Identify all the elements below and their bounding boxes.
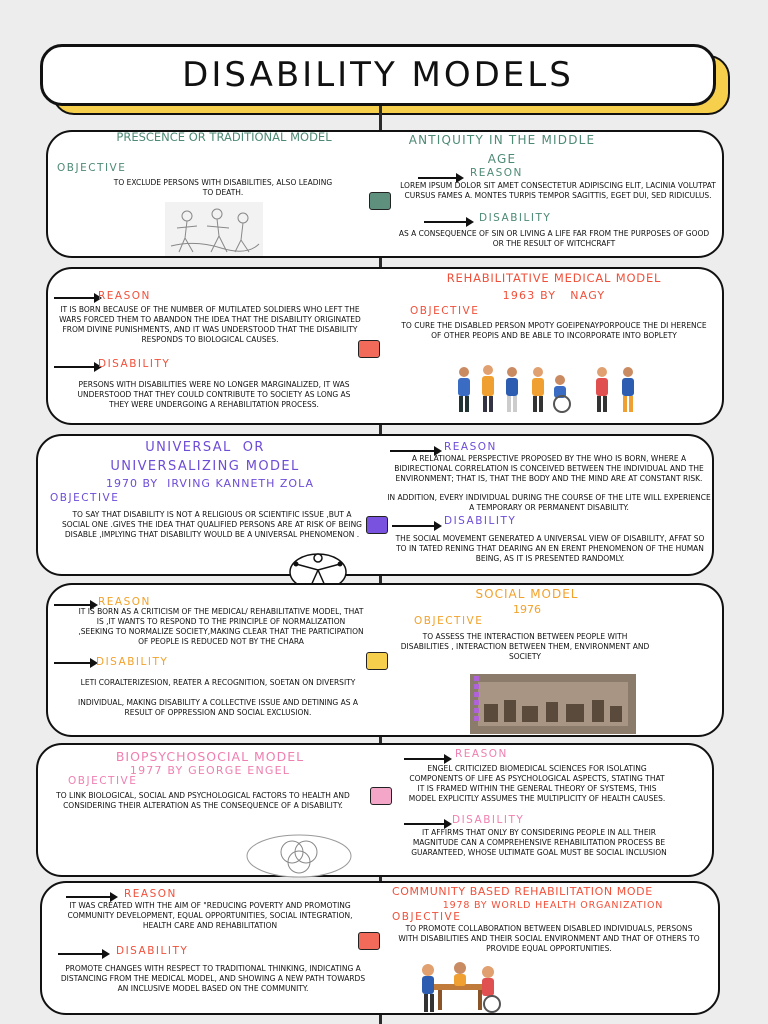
community-people-image (414, 960, 504, 1016)
traditional-objective-label: OBJECTIVE (57, 162, 127, 174)
medical-disability-text: PERSONS WITH DISABILITIES WERE NO LONGER MARGINALIZED, IT WAS UNDERSTOOD THAT THEY COULD CONTRIBUTE TO SOCIETY AS LONG AS THEY WERE UNDERGOING A REHABILITATION PROCESS. (77, 380, 351, 409)
universal-reason-label: REASON (444, 441, 497, 453)
universal-disability-arrow (392, 520, 442, 532)
social-disability-arrow (54, 657, 98, 669)
community-model-title: COMMUNITY BASED REHABILITATION MODE (392, 885, 653, 898)
medical-disability-arrow (54, 361, 102, 373)
page-title: DISABILITY MODELS (182, 55, 574, 95)
title-banner (40, 44, 716, 106)
community-objective-label: OBJECTIVE (392, 911, 462, 923)
social-disability-text-2: INDIVIDUAL, MAKING DISABILITY A COLLECTIVE ISSUE AND DETINING AS A RESULT OF OPPRESSION AND SOCIAL EXCLUSION. (78, 698, 358, 717)
universal-title-2: UNIVERSALIZING MODEL (110, 459, 300, 474)
medical-reason-label: REASON (98, 290, 151, 302)
antiquity-disability-label: DISABILITY (479, 212, 552, 224)
antiquity-disability-arrow (424, 216, 474, 228)
medical-disability-label: DISABILITY (98, 358, 171, 370)
social-disability-label: DISABILITY (96, 656, 169, 668)
universal-title-1: UNIVERSAL OR (145, 440, 265, 455)
timeline-node-4 (366, 652, 388, 670)
antiquity-reason-label: REASON (470, 167, 523, 179)
biopsychosocial-disability-label: DISABILITY (452, 814, 525, 826)
community-disability-label: DISABILITY (116, 945, 189, 957)
biopsychosocial-venn-diagram (246, 834, 352, 878)
medical-model-title: REHABILITATIVE MEDICAL MODEL (446, 271, 662, 285)
community-reason-text: IT WAS CREATED WITH THE AIM OF "REDUCING POVERTY AND PROMOTING COMMUNITY DEVELOPMENT, EQUAL OPPORTUNITIES, SOCIAL INTEGRATION, HEALTH CARE AND REHABILITATION (67, 901, 353, 930)
community-disability-arrow (58, 948, 110, 960)
biopsychosocial-disability-text: IT AFFIRMS THAT ONLY BY CONSIDERING PEOPLE IN ALL THEIR MAGNITUDE CAN A COMPREHENSIVE REHABILITATION PROCESS BE GUARANTEED, WHOSE ULTIMATE GOAL MUST BE SOCIAL INCLUSION (411, 828, 667, 857)
biopsychosocial-reason-label: REASON (455, 748, 508, 760)
timeline-node-6 (358, 932, 380, 950)
medical-objective-text: TO CURE THE DISABLED PERSON MPOTY GOEIPENAYPORPOUCE THE DI HERENCE OF OTHER PEOPIS AND BE ABLE TO INCORPORATE INTO BOPLETY (401, 321, 707, 340)
medical-objective-label: OBJECTIVE (410, 305, 480, 317)
universal-reason-text: A RELATIONAL PERSPECTIVE PROPOSED BY THE WHO IS BORN, WHERE A BIDIRECTIONAL CORRELATION IS CONCEIVED BETWEEN THE INDIVIDUAL AND THE ENVIRONMENT; THAT IS, THAT THE BODY AND THE MIND ARE AT CONSTANT RISK. (394, 454, 704, 483)
universal-disability-label: DISABILITY (444, 515, 517, 527)
community-reason-label: REASON (124, 888, 177, 900)
biopsychosocial-title: BIOPSYCHOSOCIAL MODEL (115, 749, 305, 764)
community-disability-text: PROMOTE CHANGES WITH RESPECT TO TRADITIONAL THINKING, INDICATING A DISTANCING FROM THE MEDICAL MODEL, AND SHOWING A NEW PATH TOWARDS AN INCLUSIVE MODEL BASED ON THE COMMUNITY. (60, 964, 366, 993)
social-reason-label: REASON (98, 596, 151, 608)
medical-reason-text: IT IS BORN BECAUSE OF THE NUMBER OF MUTILATED SOLDIERS WHO LEFT THE WARS FORCED THEM TO ABANDON THE IDEA THAT THE DISABILITY ORIGINATED FROM DIVINE PUNISHMENTS, AND IT WAS UNDERSTOOD THAT THE DISABILITY RESPONDS TO BIOLOGICAL CAUSES. (59, 305, 361, 344)
community-model-subtitle: 1978 BY WORLD HEALTH ORGANIZATION (442, 900, 664, 911)
antiquity-reason-text: LOREM IPSUM DOLOR SIT AMET CONSECTETUR ADIPISCING ELIT, LACINIA VOLUTPAT CURSUS FAMES A. MONTES TURPIS TEMPOR SAGITTIS, EGET DUI, SED RIDICULUS. (400, 181, 716, 200)
antiquity-disability-text: AS A CONSEQUENCE OF SIN OR LIVING A LIFE FAR FROM THE PURPOSES OF GOOD OR THE RESULT OF WITCHCRAFT (398, 229, 710, 248)
timeline-node-3 (366, 516, 388, 534)
biopsychosocial-objective-text: TO LINK BIOLOGICAL, SOCIAL AND PSYCHOLOGICAL FACTORS TO HEALTH AND CONSIDERING THEIR ALTERATION AS THE CONSEQUENCE OF A DISABILITY. (56, 791, 350, 810)
medical-reason-arrow (54, 292, 102, 304)
social-model-photo (470, 674, 636, 734)
timeline-node-1 (369, 192, 391, 210)
social-objective-text: TO ASSESS THE INTERACTION BETWEEN PEOPLE WITH DISABILITIES , INTERACTION BETWEEN THEM, ENVIRONMENT AND SOCIETY (400, 632, 650, 661)
antiquity-title: ANTIQUITY IN THE MIDDLE AGE (408, 133, 596, 166)
social-model-title: SOCIAL MODEL (475, 587, 579, 601)
community-objective-text: TO PROMOTE COLLABORATION BETWEEN DISABLED INDIVIDUALS, PERSONS WITH DISABILITIES AND THEIR SOCIAL ENVIRONMENT AND THAT OF OTHERS TO PROVIDE EQUAL OPPORTUNITIES. (398, 924, 700, 953)
medical-model-subtitle: 1963 BY NAGY (502, 289, 606, 302)
social-reason-text: IT IS BORN AS A CRITICISM OF THE MEDICAL/ REHABILITATIVE MODEL, THAT IS ,IT WANTS TO RESPOND TO THE PRINCIPLE OF NORMALIZATION ,SEEKING TO NORMALIZE SOCIETY,MAKING CLEAR THAT THE PARTICIPATION OF PEOPLE IS REDUCED NOT BY THE CHARA (78, 607, 364, 646)
universal-reason-text-2: IN ADDITION, EVERY INDIVIDUAL DURING THE COURSE OF THE LITE WILL EXPERIENCE A TEMPORARY OR PERMANENT DISABILITY. (387, 493, 711, 512)
traditional-objective-text: TO EXCLUDE PERSONS WITH DISABILITIES, ALSO LEADING TO DEATH. (113, 178, 333, 197)
timeline-node-2 (358, 340, 380, 358)
traditional-sketch-image (165, 202, 263, 256)
social-objective-label: OBJECTIVE (414, 615, 484, 627)
universal-objective-text: TO SAY THAT DISABILITY IS NOT A RELIGIOUS OR SCIENTIFIC ISSUE ,BUT A SOCIAL ONE .GIVES THE IDEA THAT QUALIFIED PERSONS ARE AT RISK OF BEING DISABLE ,IMPLYING THAT DISABILITY WOULD BE A UNIVERSAL PHENOMENON . (62, 510, 362, 539)
biopsychosocial-reason-text: ENGEL CRITICIZED BIOMEDICAL SCIENCES FOR ISOLATING COMPONENTS OF LIFE AS PSYCHOLOGICAL ASPECTS, STATING THAT IT IS FRAMED WITHIN THE GENERAL THEORY OF SYSTEMS, THIS MODEL EXPLICITLY ASSUMES THE MULTIPLICITY OF HEALTH CAUSES. (408, 764, 666, 803)
universal-subtitle: 1970 BY IRVING KANNETH ZOLA (106, 477, 314, 490)
social-disability-text: LETI CORALTERIZESION, REATER A RECOGNITION, SOETAN ON DIVERSITY (80, 678, 356, 687)
timeline-node-5 (370, 787, 392, 805)
rehabilitation-people-image (452, 362, 652, 414)
biopsychosocial-objective-label: OBJECTIVE (68, 775, 138, 787)
biopsychosocial-subtitle: 1977 BY GEORGE ENGEL (129, 764, 291, 777)
universal-objective-label: OBJECTIVE (50, 492, 120, 504)
traditional-model-title: PRESCENCE OR TRADITIONAL MODEL (116, 130, 332, 144)
universal-disability-text: THE SOCIAL MOVEMENT GENERATED A UNIVERSAL VIEW OF DISABILITY, AFFAT SO TO IN TATED RENING THAT DEARING AN EN ERENT PHENOMENON OF THE HUMAN BEING, AS IT IS PRESENTED RANDOMLY. (395, 534, 705, 563)
social-model-subtitle: 1976 (513, 603, 541, 616)
